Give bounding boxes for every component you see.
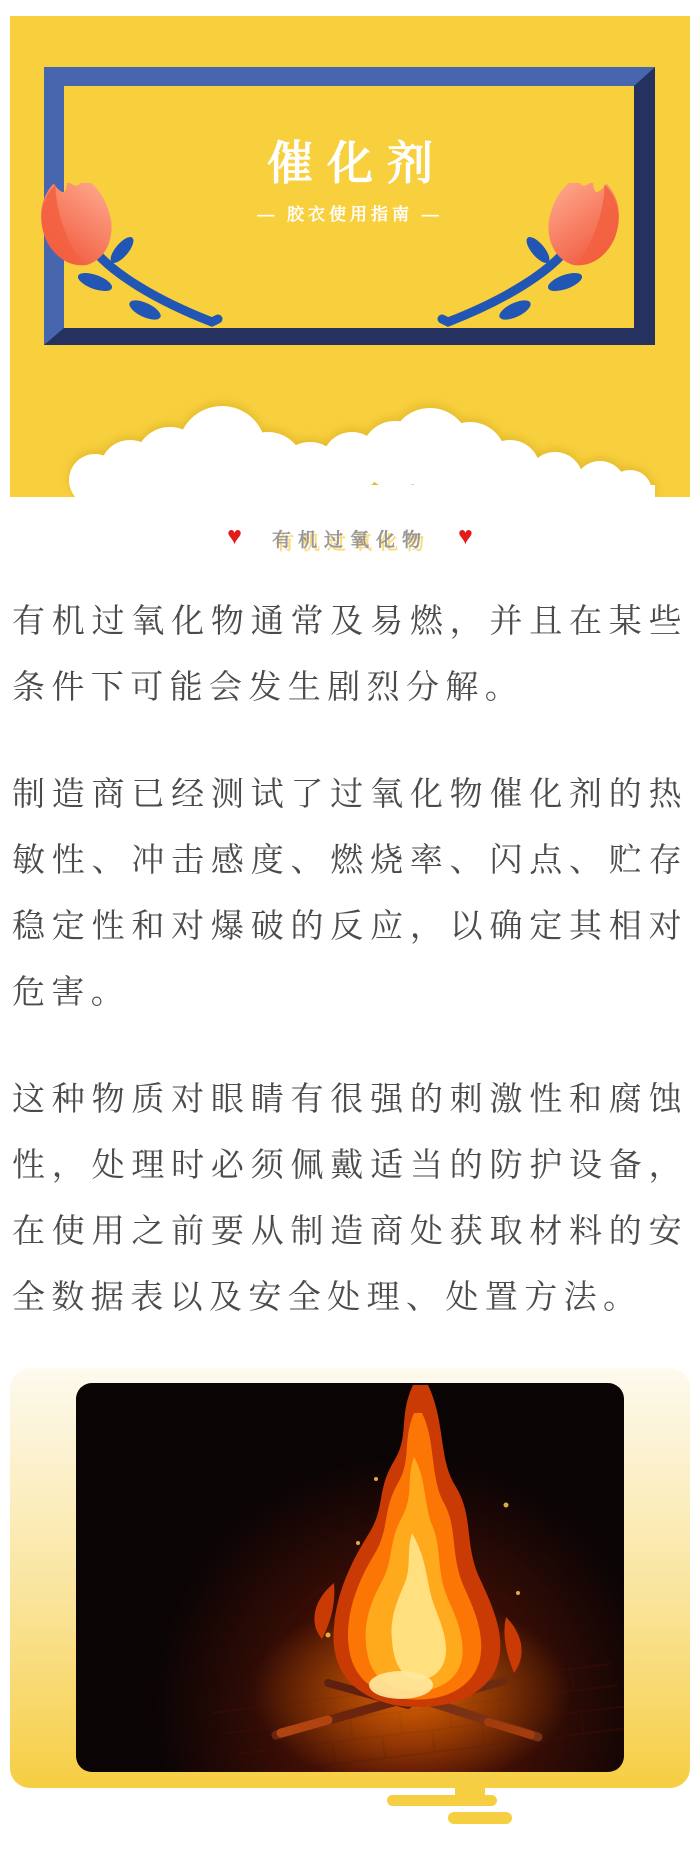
section-title: 有机过氧化物 bbox=[271, 530, 428, 551]
paragraph-2: 制造商已经测试了过氧化物催化剂的热敏性、冲击感度、燃烧率、闪点、贮存稳定性和对爆破的反应，以确定其相对危害。 bbox=[12, 775, 688, 1010]
clouds-decoration bbox=[10, 377, 690, 497]
bonfire-photo[interactable] bbox=[76, 1383, 624, 1772]
heart-icon: ♥ bbox=[227, 522, 242, 550]
page-subtitle: — 胶衣使用指南 — bbox=[257, 205, 443, 224]
heart-icon: ♥ bbox=[458, 522, 473, 550]
photo-panel bbox=[10, 1368, 690, 1788]
deco-bar-thin bbox=[387, 1795, 497, 1806]
page-title: 催化剂 bbox=[267, 137, 447, 189]
tulip-flower-right-icon bbox=[430, 183, 620, 333]
paragraph-1: 有机过氧化物通常及易燃，并且在某些条件下可能会发生剧烈分解。 bbox=[12, 602, 688, 705]
section-heading bbox=[0, 522, 700, 556]
article-body bbox=[12, 588, 688, 1371]
paragraph-3: 这种物质对眼睛有很强的刺激性和腐蚀性，处理时必须佩戴适当的防护设备，在使用之前要从制造商处获取材料的安全数据表以及安全处理、处置方法。 bbox=[12, 1080, 688, 1315]
header-banner bbox=[10, 16, 690, 497]
tulip-flower-left-icon bbox=[40, 183, 230, 333]
bonfire-image bbox=[76, 1383, 624, 1772]
deco-bar-thick bbox=[448, 1812, 512, 1824]
